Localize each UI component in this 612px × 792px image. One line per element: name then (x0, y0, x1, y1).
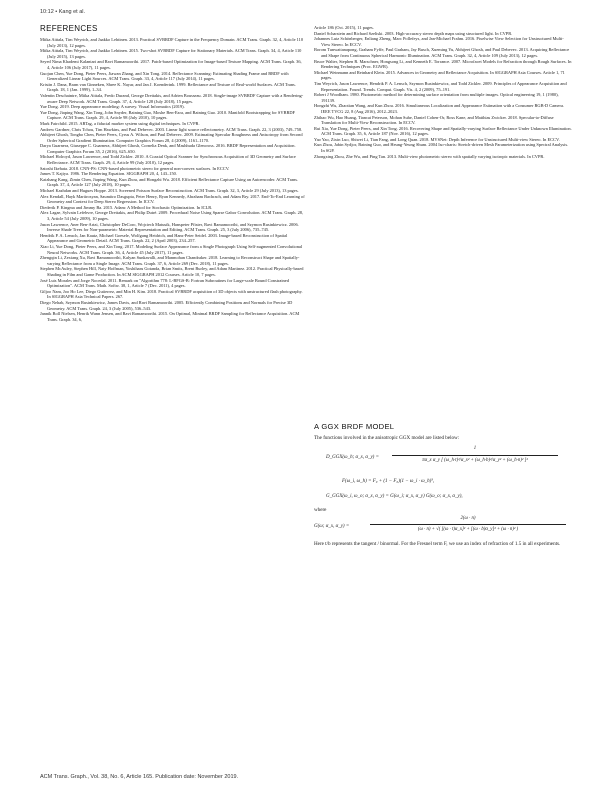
reference-entry: Satoshi Ikehata. 2018. CNN-PS: CNN-based photometric stereo for general non-convex surfaces. In ECCV. (40, 165, 230, 171)
equation-g1-numerator: 2(ω · n) (460, 516, 476, 521)
equation-d-lhs: D_GGX(ω_h; α_x, α_y) = (326, 455, 379, 460)
reference-entry: Abhijeet Ghosh, Tongbo Chen, Pieter Peers, Cyrus A. Wilson, and Paul Debevec. 2009. Estimating Specular Roughness and Anisotropy from Second Order Spherical Gradient Illumination. Computer Graphics Forum 28, 4 (2009), 1161–1170. (40, 132, 303, 143)
equation-g1-fraction-bar (370, 524, 566, 525)
equation-d-denominator: πα_x α_y [ (ω_h·t)²/α_x² + (ω_h·b)²/α_y² + (ω_h·n)² ]² (422, 458, 528, 463)
reference-entry: Diego Nehab, Szymon Rusinkiewicz, James Davis, and Ravi Ramamoorthi. 2005. Efficiently Combining Positions and Normals for Precise 3D Geometry. ACM Trans. Graph. 24, 3 (July 2005), 536–543. (40, 299, 293, 311)
reference-entry: Guojun Chen, Yue Dong, Pieter Peers, Jiawan Zhang, and Xin Tong. 2014. Reflectance Scanning: Estimating Shading Frame and BRDF with Generalized Linear Light Sources. ACM Trans. Graph. 33, 4, Article 117 (July 2014), 11 pages. (40, 70, 289, 82)
reference-entry: Borom Tunwattanapong, Graham Fyffe, Paul Graham, Jay Busch, Xueming Yu, Abhijeet Ghosh, and Paul Debevec. 2013. Acquiring Reflectance and Shape from Continuous Spherical Harmonic Illumination. ACM Trans. Graph. 32, 4, Article 109 (July 2013), 12 pages. (314, 47, 570, 58)
reference-entry: Zhengqin Li, Zexiang Xu, Ravi Ramamoorthi, Kalyan Sunkavalli, and Manmohan Chandraker. 2018. Learning to Reconstruct Shape and Spatially-varying Reflectance from a Single Image. ACM Trans. Graph. 37, 6, Article 269 (Dec. 2018), 11 pages. (40, 255, 300, 266)
appendix-intro: The functions involved in the anisotropic GGX model are listed below: (314, 435, 460, 441)
reference-entry: Jason Lawrence, Aner Ben-Artzi, Christopher DeCoro, Wojciech Matusik, Hanspeter Pfister, Ravi Ramamoorthi, and Szymon Rusinkiewicz. 2006. Inverse Shade Trees for Non-parametric Material Representation and Editing. ACM Trans. Graph. 25, 3 (July 2006), 735–745. (40, 221, 299, 233)
reference-entry: Kun Zhou, Jabin Sydjor, Baining Guo, and Heung-Yeung Shum. 2004 Iso-charts: Stretch-driven Mesh Parameterization using Spectral Analysis. In SGP. (314, 142, 569, 154)
reference-entry: Rui Xia, Yue Dong, Pieter Peers, and Xin Tong. 2016. Recovering Shape and Spatially-varying Surface Reflectance Under Unknown Illumination. ACM Trans. Graph. 35, 6, Article 187 (Nov. 2016), 12 pages. (314, 125, 572, 137)
reference-entry: Alex Lagae, Sylvain Lefebvre, George Drettakis, and Philip Dutré. 2009. Procedural Noise Using Sparse Gabor Convolution. ACM Trans. Graph. 28, 3, Article 54 (July 2009), 10 pages. (40, 210, 304, 221)
equation-g1-denominator: (ω · n) + √( [(ω · t)α_x]² + [(ω · b)α_y]² + (ω · n)² ) (417, 527, 519, 532)
reference-entry: Jannik Boll Nielsen, Henrik Wann Jensen, and Ravi Ramamoorthi. 2015. On Optimal, Minimal BRDF Sampling for Reflectance Acquisition. ACM Trans. Graph. 34, 6, (40, 311, 300, 322)
reference-entry: Kristin J. Dana, Bram van Ginneken, Shree K. Nayar, and Jan J. Koenderink. 1999. Reflectance and Texture of Real-world Surfaces. ACM Trans. Graph. 18, 1 (Jan. 1999), 1–34. (40, 81, 296, 93)
running-header: 10:12 • Kang et al. (40, 9, 86, 15)
reference-entry: Miika Aittala, Tim Weyrich, and Jaakko Lehtinen. 2013. Practical SVBRDF Capture in the Frequency Domain. ACM Trans. Graph. 32, 4, Article 110 (July 2013), 12 pages. (40, 37, 304, 48)
reference-entry: Darya Guarnera, Giuseppe C. Guarnera, Abhijeet Ghosh, Cornelia Denk, and Mashhuda Glencross. 2016. BRDF Representation and Acquisition. Computer Graphics Forum 35, 2 (2016), 625–650. (40, 143, 296, 154)
references-heading: REFERENCES (40, 24, 98, 33)
running-footer: ACM Trans. Graph., Vol. 38, No. 6, Article 165. Publication date: November 2019. (40, 774, 239, 780)
reference-entry: Zhongxing Zhou, Zhe Wu, and Ping Tan. 2013. Multi-view photometric stereo with spatially varying isotropic materials. In CVPR. (314, 153, 545, 159)
where-text: where (314, 507, 327, 513)
reference-entry: Yao Yao, Zixin Luo, Shiwei Li, Tian Fang, and Long Quan. 2018. MVSNet: Depth Inference for Unstructured Multi-view Stereo. In ECCV. (314, 136, 560, 142)
references-list-right (314, 25, 572, 159)
reference-entry: Michael Weinmann and Reinhard Klein. 2015. Advances in Geometry and Reflectance Acquisition. In SIGGRAPH Asia Courses. Article 1, 71 pages. (314, 69, 565, 81)
appendix-title: A GGX BRDF MODEL (314, 422, 395, 431)
equation-g1-lhs: G(ω; α_x, α_y) = (314, 524, 350, 529)
reference-entry: Michael Kazhdan and Hugues Hoppe. 2013. Screened Poisson Surface Reconstruction. ACM Trans. Graph. 32, 3, Article 29 (July 2013), 13 pages. (40, 188, 299, 194)
reference-entry: Valentin Deschaintre, Miika Aittala, Fredo Durand, George Drettakis, and Adrien Bousseau. 2018. Single-image SVBRDF Capture with a Rendering-aware Deep Network. ACM Trans. Graph. 37, 4, Article 128 (July 2018), 15 pages. (40, 92, 304, 104)
reference-entry: Johannes Lutz Schönberger, Enliang Zheng, Marc Pollefeys, and Jan-Michael Frahm. 2016. Pixelwise View Selection for Unstructured Multi-View Stereo. In ECCV. (314, 36, 564, 47)
reference-entry: Mark Fairchild. 2015. ARTag, a fiducial marker system using digital techniques. In CVPR. (40, 120, 200, 126)
reference-entry: Daniel Scharstein and Richard Szeliski. 2003. High-accuracy stereo depth maps using structured light. In CVPR. (314, 30, 513, 36)
reference-entry: Hongzhi Wu, Zhaotian Wang, and Kun Zhou. 2016. Simultaneous Localization and Appearance Estimation with a Consumer RGB-D Camera. IEEE TVCG 22, 8 (Aug 2016), 2012–2023. (314, 103, 565, 114)
reference-entry: Yue Dong. 2019. Deep appearance modeling: A survey. Visual Informatics (2019). (40, 104, 185, 110)
reference-entry: Hendrik P. A. Lensch, Jan Kautz, Michael Goesele, Wolfgang Heidrich, and Hans-Peter Seidel. 2003. Image-based Reconstruction of Spatial Appearance and Geometric Detail. ACM Trans. Graph. 22, 2 (April 2003), 234–257. (40, 232, 288, 244)
reference-entry: Andrew Gardner, Chris Tchou, Tim Hawkins, and Paul Debevec. 2003. Linear light source reflectometry. ACM Trans. Graph. 22, 3 (2003), 749–758. (40, 126, 303, 132)
reference-entry: Stephen McAuley, Stephen Hill, Naty Hoffman, Yoshiharu Gotanda, Brian Smits, Brent Burley, and Adam Martinez. 2012. Practical Physically-based Shading in Film and Game Production. In ACM SIGGRAPH 2012 Courses. Article 10, 7 pages. (40, 266, 304, 277)
references-list-left (40, 37, 306, 322)
reference-entry: James T. Kajiya. 1986. The Rendering Equation. SIGGRAPH 20, 4, 143–150. (40, 171, 177, 177)
reference-entry: Zhihao Wu, Hao Huang, Tiancai Peterson, Mohan Suhe, Daniel Cohen-Or, Ross Kane, and Matthias Zwicker. 2018. Specular-to-Diffuse Translation for Multi-View Reconstruction. In ECCV. (314, 114, 554, 126)
reference-entry: Article 186 (Oct. 2015), 11 pages. (314, 25, 374, 30)
reference-entry: Michael Holroyd, Jason Lawrence, and Todd Zickler. 2010. A Coaxial Optical Scanner for Synchronous Acquisition of 3D Geometry and Surface Reflectance. ACM Trans. Graph. 29, 4, Article 99 (July 2010), 12 pages. (40, 154, 296, 166)
reference-entry: Robert J Woodham. 1980. Photometric method for determining surface orientation from multiple images. Optical engineering 19, 1 (1980), 191139. (314, 92, 559, 103)
reference-entry: Miika Aittala, Tim Weyrich, and Jaakko Lehtinen. 2015. Two-shot SVBRDF Capture for Stationary Materials. ACM Trans. Graph. 34, 4, Article 110 (July 2015), 13 pages. (40, 48, 302, 59)
equation-d-fraction-bar (392, 455, 558, 456)
appendix-outro: Here t/b represents the tangent / binormal. For the Fresnel term F, we use an index of refraction of 1.5 in all experiments. (314, 541, 561, 547)
equation-geometry: G_GGX(ω_i, ω_o; α_x, α_y) = G(ω_i; α_x, α_y) G(ω_o; α_x, α_y), (326, 494, 463, 499)
reference-entry: Alex Kendall, Hayk Martirosyan, Saumitro Dasgupta, Peter Henry, Ryan Kennedy, Abraham Bachrach, and Adam Bry. 2017. End-To-End Learning of Geometry and Context for Deep Stereo Regression. In ICCV. (40, 193, 305, 205)
reference-entry: Diederik P. Kingma and Jimmy Ba. 2015. Adam: A Method for Stochastic Optimization. In ICLR. (40, 204, 213, 210)
reference-entry: Yue Dong, Jiaping Wang, Xin Tong, John Snyder, Baining Guo, Moshe Ben-Ezra, and Baining Guo. 2010. Manifold Bootstrapping for SVBRDF Capture. ACM Trans. Graph. 29, 4, Article 98 (July 2010), 10 pages. (40, 109, 295, 121)
equation-d-numerator: 1 (473, 446, 477, 451)
reference-entry: Seyed Nima Khademi Kalantari and Ravi Ramamoorthi. 2017. Patch-based Optimization for Image-based Texture Mapping. ACM Trans. Graph. 36, 4, Article 106 (July 2017), 11 pages. (40, 59, 302, 70)
reference-entry: Xiao Li, Yue Dong, Pieter Peers, and Xin Tong. 2017. Modeling Surface Appearance from a Single Photograph Using Self-augmented Convolutional Neural Networks. ACM Trans. Graph. 36, 4, Article 45 (July 2017), 11 pages. (40, 243, 303, 255)
reference-entry: Bruce Walter, Stephen R. Marschner, Hongsong Li, and Kenneth E. Torrance. 2007. Microfacet Models for Refraction through Rough Surfaces. In Rendering Techniques (Proc. EGWR). (314, 58, 572, 70)
reference-entry: José Luis Morales and Jorge Nocedal. 2011. Remark on "Algorithm 778: L-BFGS-B: Fortran Subroutines for Large-scale Bound Constrained Optimization". ACM Trans. Math. Softw. 38, 1, Article 7 (Dec. 2011), 4 pages. (40, 277, 289, 289)
reference-entry: Giljoo Nam, Joo Ho Lee, Diego Gutierrez, and Min H. Kim. 2018. Practical SVBRDF acquisition of 3D objects with unstructured flash photography. In SIGGRAPH Asia Technical Papers. 267. (40, 288, 303, 300)
reference-entry: Kaizhang Kang, Zimin Chen, Jiaping Wang, Kun Zhou, and Hongzhi Wu. 2018. Efficient Reflectance Capture Using an Autoencoder. ACM Trans. Graph. 37, 4, Article 127 (July 2018), 10 pages. (40, 176, 299, 188)
reference-entry: Tim Weyrich, Jason Lawrence, Hendrik P. A. Lensch, Szymon Rusinkiewicz, and Todd Zickler. 2009. Principles of Appearance Acquisition and Representation. Found. Trends. Comput. Graph. Vis. 4, 2 (2009), 75–191. (314, 80, 567, 92)
equation-fresnel: F(ω_i, ω_h) = F₀ + (1 − F₀)(1 − ω_i · ω_h)⁵, (342, 479, 435, 484)
